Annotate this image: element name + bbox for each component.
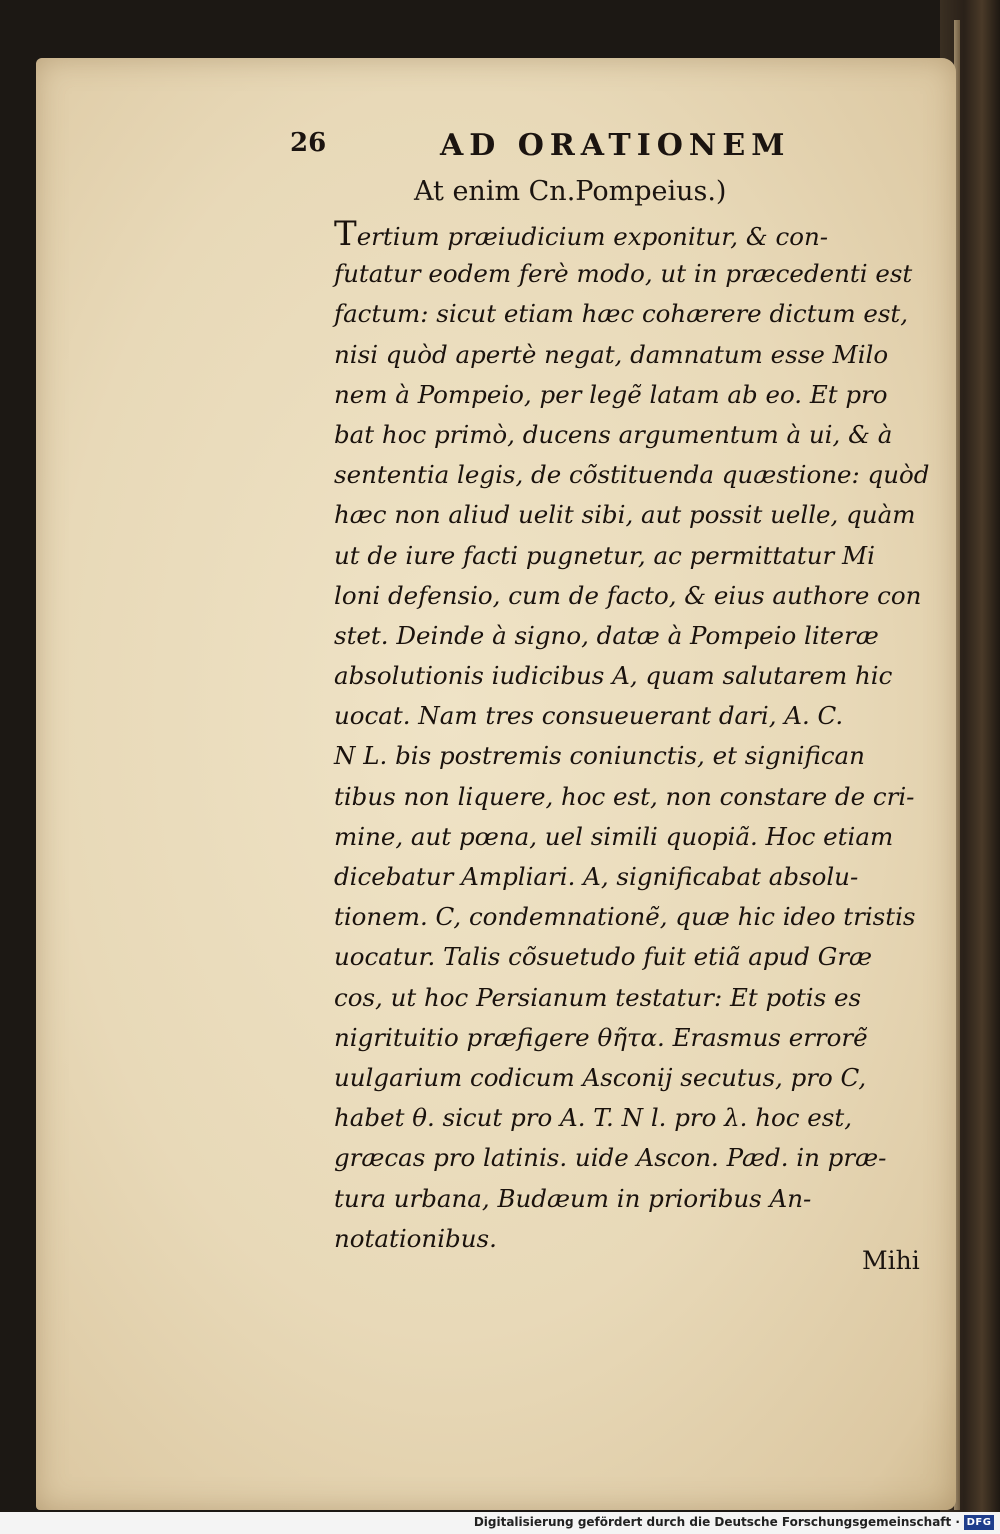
text-line: absolutionis iudicibus A, quam salutarem hic: [334, 661, 893, 691]
text-line: factum: sicut etiam hæc cohærere dictum est,: [334, 299, 909, 329]
text-line: cos, ut hoc Persianum testatur: Et potis es: [334, 982, 862, 1012]
text-line: loni defensio, cum de facto, & eius authore con: [334, 580, 922, 610]
text-line: notationibus.: [334, 1223, 497, 1253]
text-line: habet θ. sicut pro A. T. N l. pro λ. hoc est,: [334, 1103, 853, 1133]
lemma-heading: At enim Cn.Pompeius.): [414, 176, 727, 207]
text-line: futatur eodem ferè modo, ut in præcedenti est: [334, 259, 913, 289]
running-head: [290, 128, 830, 168]
text-line: nigrituitio præfigere θῆτα. Erasmus errorẽ: [334, 1022, 868, 1052]
text-line: tura urbana, Budæum in prioribus An-: [334, 1183, 812, 1213]
text-line: uocat. Nam tres consueuerant dari, A. C.: [334, 701, 844, 731]
text-line: nem à Pompeio, per legẽ latam ab eo. Et pro: [334, 379, 888, 409]
text-line: nisi quòd apertè negat, damnatum esse Milo: [334, 339, 889, 369]
text-line: hæc non aliud uelit sibi, aut possit uelle, quàm: [334, 500, 916, 530]
text-line: sententia legis, de cõstituenda quæstione: quòd: [334, 460, 930, 490]
footer-bar: [0, 1512, 1000, 1534]
page-number: 26: [290, 128, 327, 158]
running-head-title: AD ORATIONEM: [440, 128, 791, 163]
text-line: tionem. C, condemnationẽ, quæ hic ideo tristis: [334, 902, 916, 932]
text-line: mine, aut pœna, uel simili quopiã. Hoc etiam: [334, 821, 894, 851]
text-line: Tertium præiudicium exponitur, & con-: [334, 214, 829, 254]
dfg-logo-icon: DFG: [964, 1515, 994, 1530]
commentary-body: [334, 214, 930, 1259]
funding-credit: Digitalisierung gefördert durch die Deutsche Forschungsgemeinschaft ·: [473, 1515, 960, 1529]
text-line: græcas pro latinis. uide Ascon. Pæd. in præ-: [334, 1143, 887, 1173]
text-line: dicebatur Ampliari. A, significabat absolu-: [334, 862, 859, 891]
catchword: Mihi: [862, 1246, 920, 1275]
text-line: uulgarium codicum Asconij secutus, pro C,: [334, 1062, 867, 1092]
text-line: tibus non liquere, hoc est, non constare de cri-: [334, 781, 915, 811]
text-line: bat hoc primò, ducens argumentum à ui, & à: [334, 419, 893, 449]
text-line: stet. Deinde à signo, datæ à Pompeio literæ: [334, 620, 879, 650]
text-line: ut de iure facti pugnetur, ac permittatur Mi: [334, 540, 875, 570]
text-line: uocatur. Talis cõsuetudo fuit etiã apud Græ: [334, 942, 873, 972]
text-line: N L. bis postremis coniunctis, et significan: [334, 741, 865, 771]
